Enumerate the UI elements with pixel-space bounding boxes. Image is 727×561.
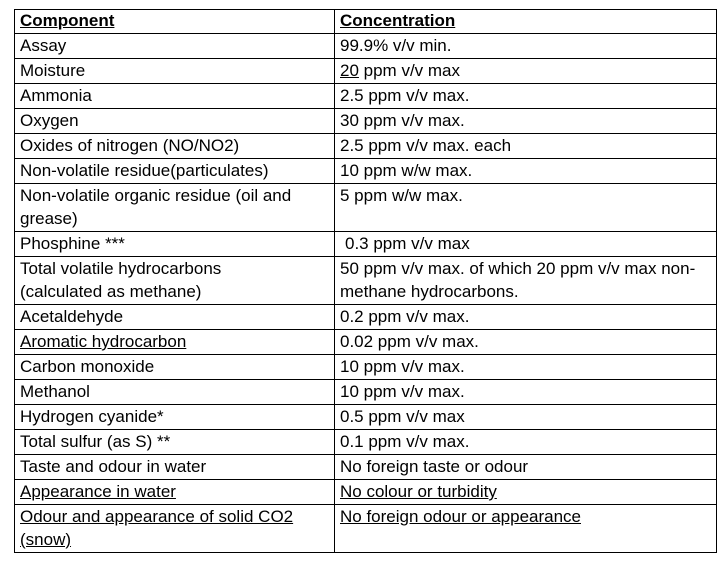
concentration-cell: 99.9% v/v min.	[335, 34, 717, 59]
concentration-cell	[335, 59, 717, 84]
specification-table	[14, 9, 717, 553]
concentration-cell: 30 ppm v/v max.	[335, 109, 717, 134]
concentration-cell: 0.3 ppm v/v max	[335, 232, 717, 257]
table-row	[15, 505, 717, 553]
component-cell: Ammonia	[15, 84, 335, 109]
component-cell: Oxygen	[15, 109, 335, 134]
table-row	[15, 159, 717, 184]
table-row	[15, 232, 717, 257]
component-cell: Non-volatile residue(particulates)	[15, 159, 335, 184]
concentration-cell: 0.1 ppm v/v max.	[335, 430, 717, 455]
table-row	[15, 480, 717, 505]
component-cell: Carbon monoxide	[15, 355, 335, 380]
table-row	[15, 305, 717, 330]
concentration-value-underlined: 20	[340, 61, 359, 80]
component-cell: Methanol	[15, 380, 335, 405]
concentration-cell: 0.02 ppm v/v max.	[335, 330, 717, 355]
concentration-cell	[335, 480, 717, 505]
table-row	[15, 109, 717, 134]
component-cell: Taste and odour in water	[15, 455, 335, 480]
component-label: Appearance in water	[20, 482, 176, 501]
table-row	[15, 34, 717, 59]
concentration-cell: 10 ppm w/w max.	[335, 159, 717, 184]
component-label: Odour and appearance of solid CO2 (snow)	[20, 507, 294, 549]
component-cell: Total sulfur (as S) **	[15, 430, 335, 455]
component-cell: Acetaldehyde	[15, 305, 335, 330]
concentration-unit: ppm v/v max	[358, 61, 461, 80]
component-cell: Total volatile hydrocarbons (calculated as methane)	[15, 257, 335, 305]
table-row	[15, 405, 717, 430]
concentration-label: No colour or turbidity	[340, 482, 497, 501]
concentration-cell	[335, 505, 717, 553]
concentration-cell: 0.5 ppm v/v max	[335, 405, 717, 430]
table-row	[15, 84, 717, 109]
concentration-cell: 2.5 ppm v/v max.	[335, 84, 717, 109]
concentration-cell: 0.2 ppm v/v max.	[335, 305, 717, 330]
table-row	[15, 134, 717, 159]
concentration-cell: No foreign taste or odour	[335, 455, 717, 480]
component-cell: Hydrogen cyanide*	[15, 405, 335, 430]
component-cell	[15, 505, 335, 553]
table-row	[15, 330, 717, 355]
component-cell: Non-volatile organic residue (oil and grease)	[15, 184, 335, 232]
table-row	[15, 257, 717, 305]
header-row	[15, 10, 717, 34]
concentration-label: No foreign odour or appearance	[340, 507, 581, 526]
component-cell: Moisture	[15, 59, 335, 84]
component-cell	[15, 330, 335, 355]
table-row	[15, 59, 717, 84]
component-cell: Oxides of nitrogen (NO/NO2)	[15, 134, 335, 159]
component-header: Component	[15, 10, 335, 34]
concentration-cell: 50 ppm v/v max. of which 20 ppm v/v max non-methane hydrocarbons.	[335, 257, 717, 305]
component-cell: Phosphine ***	[15, 232, 335, 257]
concentration-header: Concentration	[335, 10, 717, 34]
component-cell: Assay	[15, 34, 335, 59]
concentration-cell: 10 ppm v/v max.	[335, 380, 717, 405]
concentration-cell: 5 ppm w/w max.	[335, 184, 717, 232]
table-row	[15, 355, 717, 380]
table-row	[15, 430, 717, 455]
concentration-cell: 2.5 ppm v/v max. each	[335, 134, 717, 159]
component-label: Aromatic hydrocarbon	[20, 332, 187, 351]
concentration-cell: 10 ppm v/v max.	[335, 355, 717, 380]
component-cell	[15, 480, 335, 505]
table-row	[15, 184, 717, 232]
table-row	[15, 455, 717, 480]
table-row	[15, 380, 717, 405]
